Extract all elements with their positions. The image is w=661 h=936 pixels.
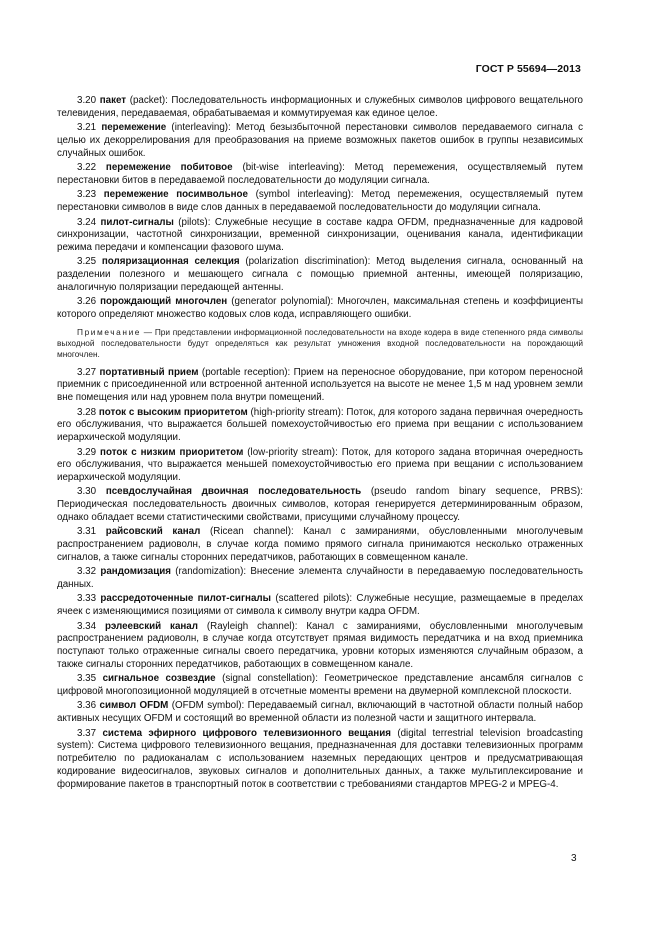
- entry-number: 3.26: [77, 296, 97, 308]
- entry-definition: (symbol interleaving): Метод перемежения, осуществляемый путем перестановки символов в виде слов данных в передаваемой последовательности до модуляции сигнала.: [57, 189, 583, 214]
- entry-definition: (randomization): Внесение элемента случайности в передаваемую последовательность данных.: [57, 566, 583, 590]
- entry-term: рэлеевский канал: [104, 620, 198, 632]
- entry-definition: (polarization discrimination): Метод выделения сигнала, основанный на разделении полезного и мешающего сигнала с помощью приемной антенны, имеющей поляризацию, аналогичную поляризации передающей антенны.: [57, 256, 583, 293]
- entry-number: 3.32: [77, 566, 97, 578]
- note-label: Примечание: [77, 326, 142, 337]
- entry-definition: (signal constellation): Геометрическое представление ансамбля сигналов с цифровой многопозиционной модуляцией в отсчетные моменты времени на двумерной комплексной плоскости.: [57, 673, 583, 697]
- entry-number: 3.33: [77, 593, 97, 605]
- entry-definition: (Ricean channel): Канал с замираниями, обусловленными многолучевым распространением радиоволн, в случае когда помимо прямого сигнала принимаются несколько отраженных сигналов, а также сигналы сторонних передатчиков, работающих в совмещенном канале.: [57, 526, 583, 563]
- definition-entry: [57, 621, 583, 672]
- entry-number: 3.37: [77, 727, 97, 739]
- definition-entry: [57, 95, 583, 120]
- entry-term: пакет: [99, 95, 127, 106]
- entry-number: 3.25: [77, 256, 97, 268]
- definition-entry: [57, 447, 583, 485]
- entry-definition: (pseudo random binary sequence, PRBS): Периодическая последовательность двоичных символов, которая генерируется детерминированным образом, однако обладает всеми статистическими свойствами, присущими случайному процессу.: [57, 486, 583, 523]
- entry-term: псевдослучайная двоичная последовательность: [105, 486, 362, 498]
- document-body: [57, 95, 583, 793]
- entry-number: 3.29: [77, 446, 97, 458]
- document-header: ГОСТ Р 55694—2013: [475, 63, 581, 75]
- entry-definition: (interleaving): Метод безызбыточной перестановки символов передаваемого сигнала с целью их декоррелирования для преобразования на приеме возможных пакетов ошибок в группы независимых случайных ошибок.: [57, 122, 583, 159]
- entry-term: перемежение: [101, 122, 167, 134]
- entry-term: поток с высоким приоритетом: [98, 406, 248, 418]
- entry-term: рассредоточенные пилот-сигналы: [100, 593, 271, 605]
- entry-definition: (packet): Последовательность информационных и служебных символов цифрового вещательного телевидения, передаваемая, обрабатываемая и коммутируемая как единое целое.: [57, 95, 583, 119]
- definition-entry: [57, 673, 583, 698]
- entry-definition: (bit-wise interleaving): Метод перемежения, осуществляемый путем перестановки битов в передаваемой последовательности до модуляции сигнала.: [57, 162, 583, 186]
- entry-number: 3.34: [77, 620, 97, 632]
- definition-entry: [57, 700, 583, 725]
- entry-number: 3.35: [77, 673, 97, 685]
- entry-number: 3.21: [77, 122, 97, 134]
- entry-number: 3.22: [77, 162, 97, 174]
- entry-number: 3.28: [77, 406, 97, 418]
- definition-entry: [57, 367, 583, 405]
- entry-definition: (OFDM symbol): Передаваемый сигнал, включающий в частотной области полный набор активных несущих OFDM и состоящий во временной области из полезной части и защитного интервала.: [57, 700, 583, 725]
- entry-number: 3.20: [77, 95, 97, 106]
- definitions-group-b: [57, 367, 583, 791]
- entry-term: рандомизация: [100, 566, 171, 578]
- entry-definition: (high-priority stream): Поток, для которого задана первичная очередность его обслуживания, что выражается большей помехоустойчивостью его приема при вещании с использованием иерархической модуляции.: [57, 406, 583, 444]
- definitions-group-a: [57, 95, 583, 322]
- definition-entry: [57, 566, 583, 591]
- entry-number: 3.30: [77, 486, 97, 498]
- entry-definition: (Rayleigh channel): Канал с замираниями, обусловленными многолучевым распространением радиоволн, в случае когда отсутствует прямая видимость передатчика и на вход приемника поступают только отраженные сигналы своего передатчика, уровни которых изменяются случайным образом, а также сигналы сторонних передатчиков, работающих в совмещенном канале.: [57, 620, 583, 670]
- note-text: — При представлении информационной последовательности на входе кодера в виде степенного ряда символы выходной последовательности будут определяться как результат умножения входной последовательности на порождающий многочлен.: [57, 326, 583, 359]
- entry-term: пилот-сигналы: [100, 216, 174, 228]
- entry-number: 3.23: [77, 189, 97, 201]
- entry-definition: (digital terrestrial television broadcasting system): Система цифрового телевизионного вещания, предназначенная для доставки телевизионных программ потребителю по радиоканалам с использованием наземных передающих центров и предусматривающая кодирование видеосигналов, звуковых сигналов и дополнительных данных, а также мультиплексирование и формирование пакетов в транспортный поток в соответствии с требованиями стандартов MPEG-2 и MPEG-4.: [57, 727, 583, 790]
- entry-definition: (portable reception): Прием на переносное оборудование, при котором переносной приемник с присоединенной или встроенной антенной используется на высоте не менее 1,5 м над уровнем земли вне помещения или над уровнем пола внутри помещений.: [57, 366, 583, 404]
- entry-term: поток с низким приоритетом: [100, 446, 244, 458]
- entry-term: перемежение посимвольное: [103, 189, 248, 201]
- definition-entry: [57, 526, 583, 564]
- entry-number: 3.24: [77, 216, 97, 228]
- definition-entry: [57, 296, 583, 321]
- entry-term: символ OFDM: [99, 700, 169, 712]
- entry-number: 3.36: [77, 700, 97, 712]
- definition-entry: [57, 162, 583, 187]
- entry-term: райсовский канал: [105, 526, 201, 538]
- note-paragraph: [57, 327, 583, 360]
- definition-entry: [57, 486, 583, 524]
- definition-entry: [57, 593, 583, 618]
- definition-entry: [57, 189, 583, 214]
- definition-entry: [57, 256, 583, 294]
- entry-term: система эфирного цифрового телевизионного вещания: [102, 727, 391, 739]
- entry-term: поляризационная селекция: [101, 256, 240, 268]
- definition-entry: [57, 217, 583, 255]
- entry-definition: (pilots): Служебные несущие в составе кадра OFDM, предназначенные для кадровой синхронизации, частотной синхронизации, временной синхронизации, оценивания канала, идентификации режима передачи и компенсации фазового шума.: [57, 216, 583, 253]
- definition-entry: [57, 407, 583, 445]
- entry-definition: (scattered pilots): Служебные несущие, размещаемые в пределах ячеек с изменяющимися позициями от символа к символу внутри кадра OFDM.: [57, 593, 583, 618]
- entry-definition: (low-priority stream): Поток, для которого задана вторичная очередность его обслуживания, что выражается меньшей помехоустойчивостью его приема при вещании с использованием иерархической модуляции.: [57, 446, 583, 483]
- entry-number: 3.27: [77, 366, 97, 378]
- entry-term: сигнальное созвездие: [102, 673, 216, 685]
- entry-definition: (generator polynomial): Многочлен, максимальная степень и коэффициенты которого определяют множество кодовых слов кода, исправляющего ошибки.: [57, 296, 583, 321]
- entry-number: 3.31: [77, 526, 97, 538]
- definition-entry: [57, 728, 583, 792]
- entry-term: порождающий многочлен: [100, 296, 228, 308]
- entry-term: перемежение побитовое: [105, 162, 233, 174]
- page-number: 3: [571, 853, 577, 864]
- definition-entry: [57, 122, 583, 160]
- entry-term: портативный прием: [99, 366, 199, 378]
